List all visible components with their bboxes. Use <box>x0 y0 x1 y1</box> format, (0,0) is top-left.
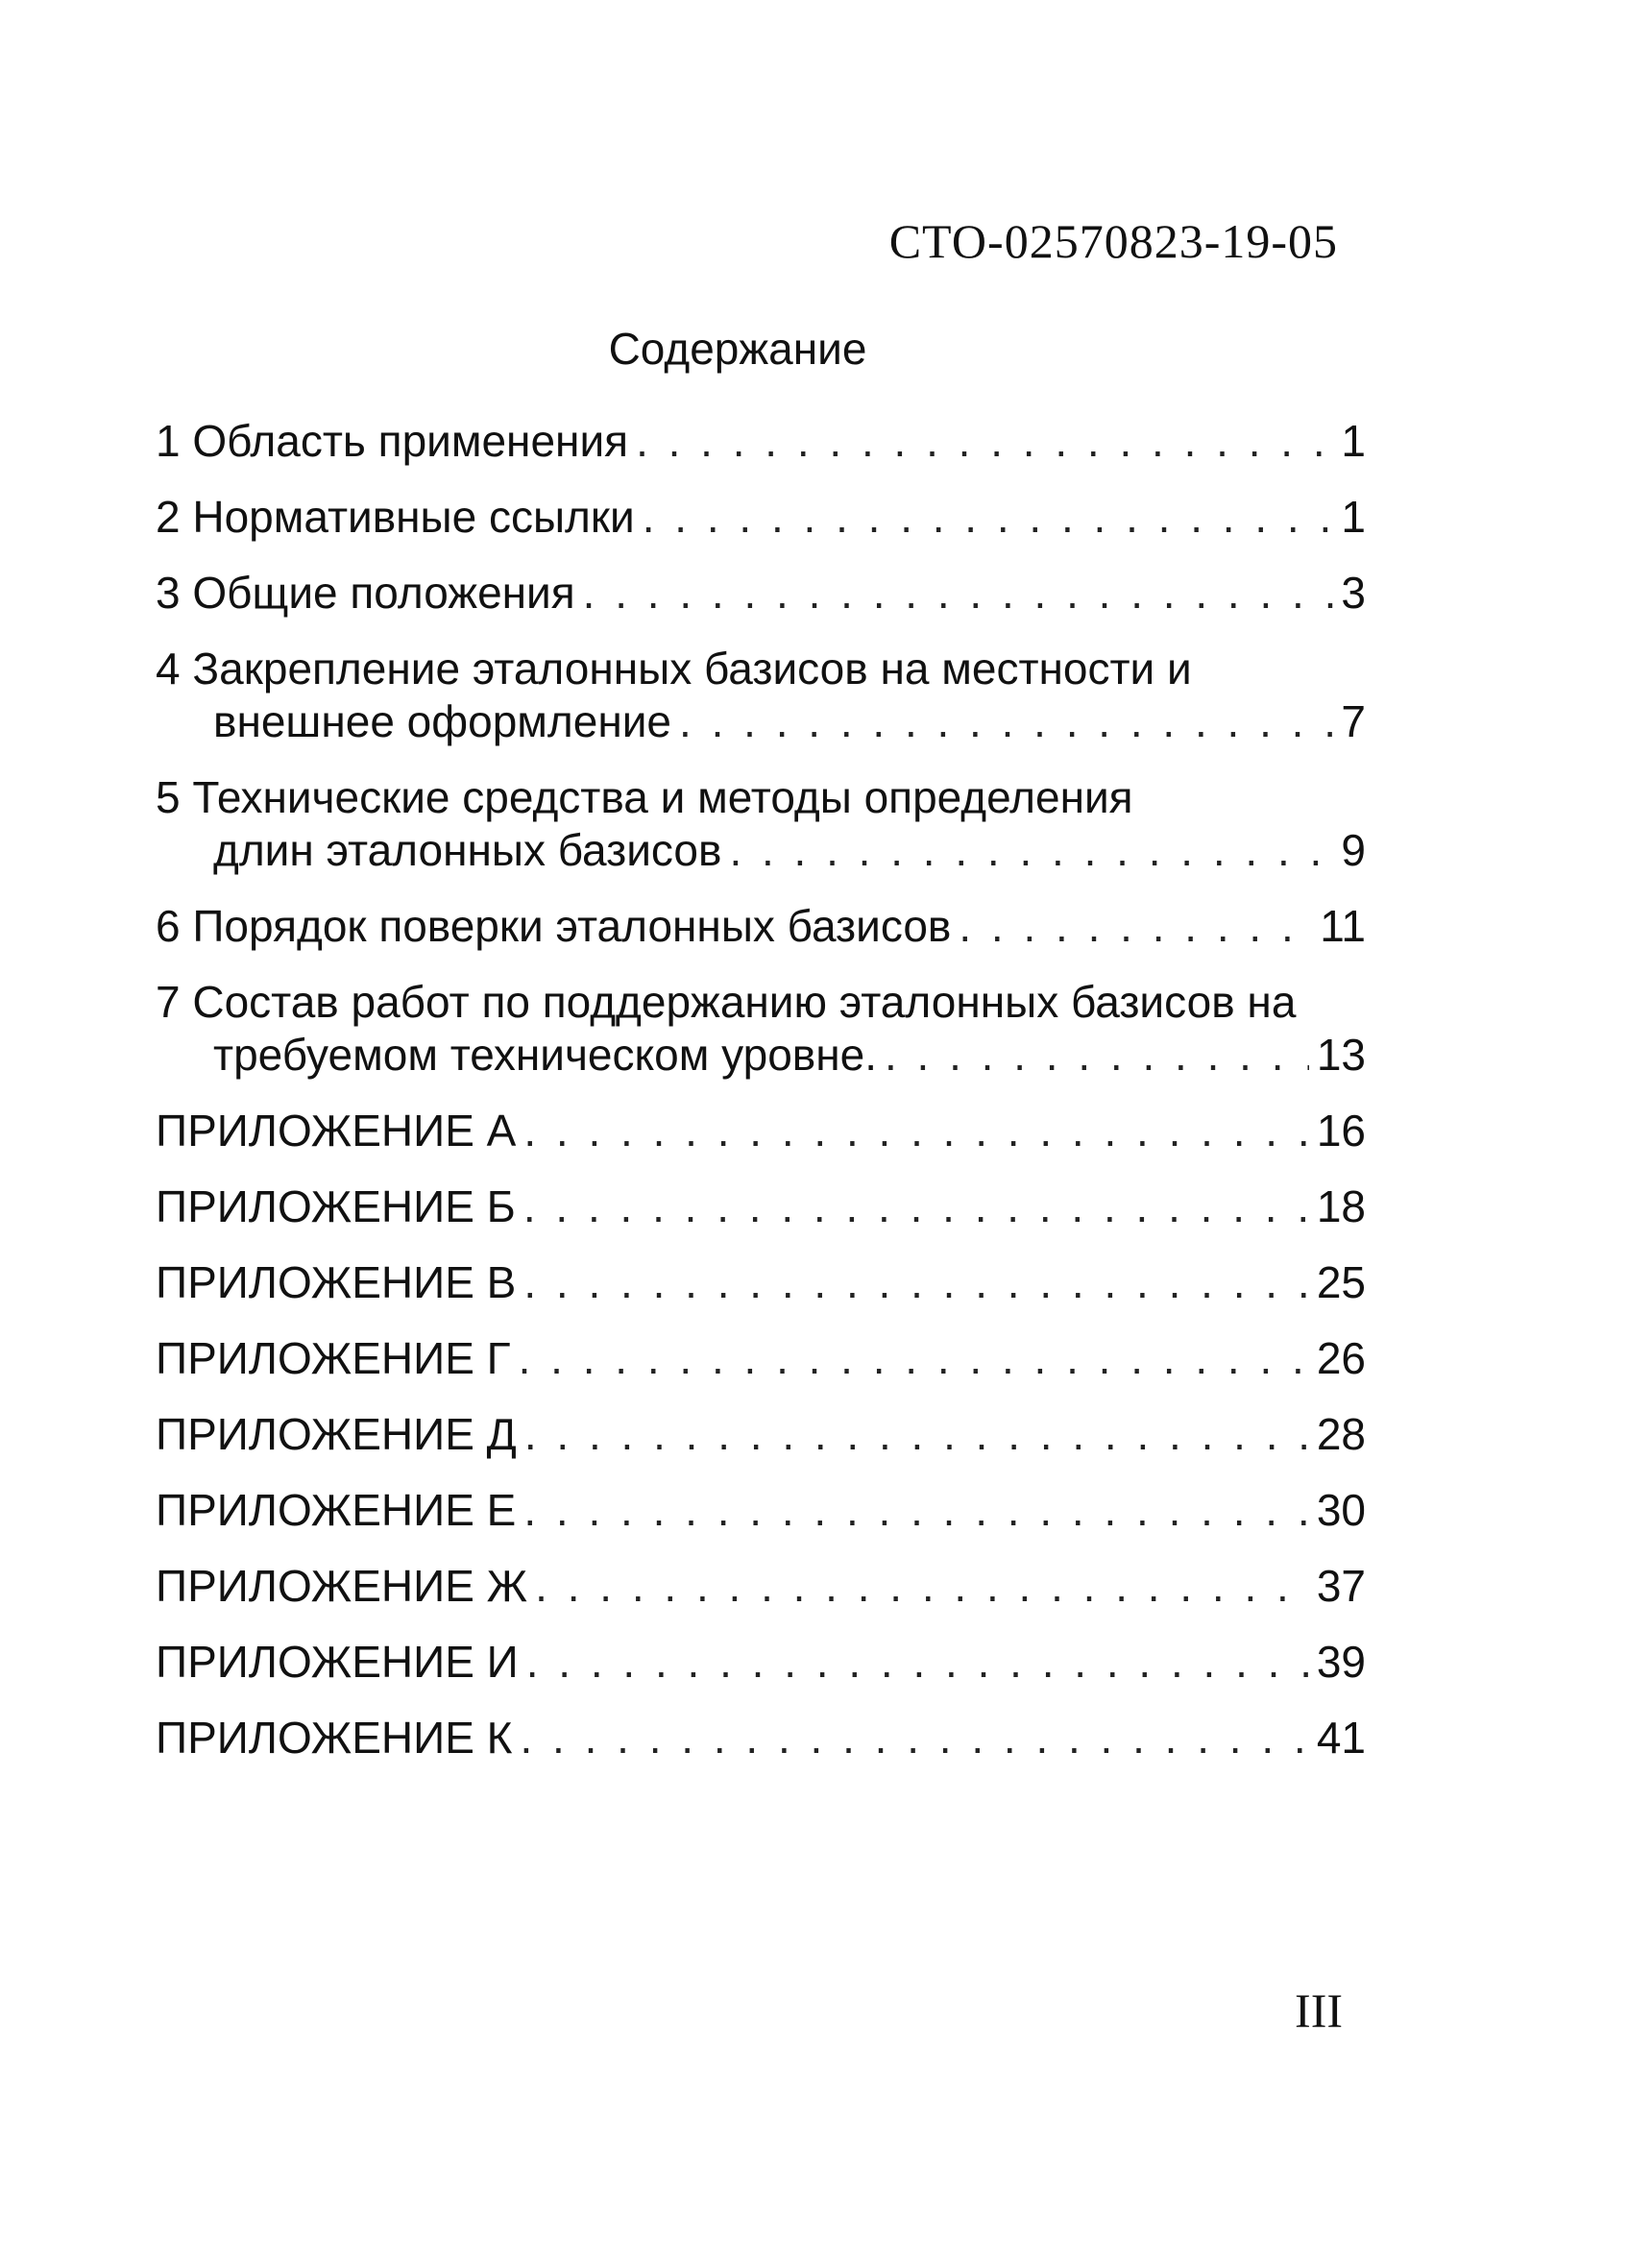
toc-entry <box>156 1636 1366 1689</box>
toc-dot-leader <box>520 1712 1308 1764</box>
toc-entry-title: ПРИЛОЖЕНИЕ А <box>156 1106 517 1156</box>
toc-line <box>156 1180 1366 1233</box>
toc-page-number: 25 <box>1316 1257 1366 1307</box>
toc-entry <box>156 1256 1366 1309</box>
toc-entry <box>156 643 1366 748</box>
toc-line <box>156 1636 1366 1689</box>
toc-line <box>156 976 1366 1029</box>
toc-dot-leader <box>959 900 1312 953</box>
toc-entry-title: 1 Область применения <box>156 416 629 466</box>
toc-entry-title: требуемом техническом уровне. <box>213 1030 877 1080</box>
toc-entry-title: ПРИЛОЖЕНИЕ В <box>156 1257 517 1307</box>
toc-page-number: 18 <box>1316 1181 1366 1231</box>
toc-line <box>156 567 1366 620</box>
toc-dot-leader <box>524 1408 1309 1461</box>
toc-entry <box>156 976 1366 1082</box>
toc-entry <box>156 1332 1366 1385</box>
toc-page-number: 1 <box>1341 492 1366 542</box>
toc-page-number: 28 <box>1316 1409 1366 1459</box>
toc-dot-leader <box>523 1180 1309 1233</box>
toc-line <box>156 771 1366 824</box>
toc-entry-title: 3 Общие положения <box>156 568 575 618</box>
toc-line <box>156 1256 1366 1309</box>
page-number: III <box>1295 1983 1343 2037</box>
toc-dot-leader <box>535 1560 1309 1613</box>
toc-line <box>156 643 1366 695</box>
toc-entry <box>156 415 1366 468</box>
document-code: СТО-02570823-19-05 <box>888 214 1338 268</box>
toc-page-number: 3 <box>1341 568 1366 618</box>
toc-dot-leader <box>519 1332 1309 1385</box>
toc-entry <box>156 1484 1366 1537</box>
toc-page-number: 16 <box>1316 1106 1366 1156</box>
toc-dot-leader <box>729 824 1333 877</box>
toc-line <box>156 1484 1366 1537</box>
toc-page-number: 7 <box>1341 696 1366 746</box>
toc-page-number: 1 <box>1341 416 1366 466</box>
toc-page-number: 39 <box>1316 1637 1366 1687</box>
toc-line <box>156 1332 1366 1385</box>
toc-entry-title: ПРИЛОЖЕНИЕ Б <box>156 1181 516 1231</box>
toc-dot-leader <box>885 1029 1309 1082</box>
toc-entry-title: 6 Порядок поверки эталонных базисов <box>156 901 952 951</box>
toc-entry-title: ПРИЛОЖЕНИЕ И <box>156 1637 519 1687</box>
toc-line <box>156 1560 1366 1613</box>
toc-line <box>156 900 1366 953</box>
toc-page-number: 37 <box>1316 1561 1366 1611</box>
toc-entry <box>156 1180 1366 1233</box>
toc-page-number: 30 <box>1316 1485 1366 1535</box>
toc-title: Содержание <box>608 324 867 374</box>
toc-line <box>156 695 1366 748</box>
toc-entry <box>156 567 1366 620</box>
toc-line <box>156 491 1366 544</box>
toc-entry-title: ПРИЛОЖЕНИЕ Г <box>156 1333 511 1383</box>
toc-dot-leader <box>643 491 1334 544</box>
toc-dot-leader <box>523 1484 1308 1537</box>
toc-page-number: 26 <box>1316 1333 1366 1383</box>
toc-entry <box>156 491 1366 544</box>
toc-dot-leader <box>523 1105 1308 1157</box>
toc-entry-title: ПРИЛОЖЕНИЕ Ж <box>156 1561 528 1611</box>
toc-entry-title: внешнее оформление <box>213 696 672 746</box>
table-of-contents <box>156 415 1366 1788</box>
toc-dot-leader <box>526 1636 1309 1689</box>
toc-entry <box>156 1105 1366 1157</box>
toc-entry-title: длин эталонных базисов <box>213 825 722 875</box>
toc-page-number: 9 <box>1341 825 1366 875</box>
toc-line <box>156 1029 1366 1082</box>
toc-entry-title: ПРИЛОЖЕНИЕ К <box>156 1713 513 1763</box>
toc-entry-title: 7 Состав работ по поддержанию эталонных базисов на <box>156 977 1297 1027</box>
toc-dot-leader <box>636 415 1333 468</box>
toc-entry-title: ПРИЛОЖЕНИЕ Е <box>156 1485 517 1535</box>
toc-line <box>156 824 1366 877</box>
toc-entry <box>156 1712 1366 1764</box>
toc-line <box>156 1408 1366 1461</box>
toc-entry-title: ПРИЛОЖЕНИЕ Д <box>156 1409 517 1459</box>
toc-page-number: 11 <box>1320 901 1366 951</box>
toc-entry <box>156 1560 1366 1613</box>
toc-entry <box>156 771 1366 877</box>
toc-dot-leader <box>523 1256 1308 1309</box>
toc-entry-title: 5 Технические средства и методы определения <box>156 772 1133 822</box>
toc-line <box>156 1105 1366 1157</box>
toc-page-number: 13 <box>1316 1030 1366 1080</box>
toc-page-number: 41 <box>1316 1713 1366 1763</box>
toc-entry-title: 2 Нормативные ссылки <box>156 492 635 542</box>
toc-entry <box>156 900 1366 953</box>
toc-entry-title: 4 Закрепление эталонных базисов на местности и <box>156 644 1192 694</box>
toc-entry <box>156 1408 1366 1461</box>
toc-dot-leader <box>679 695 1333 748</box>
toc-line <box>156 1712 1366 1764</box>
toc-line <box>156 415 1366 468</box>
toc-dot-leader <box>583 567 1334 620</box>
